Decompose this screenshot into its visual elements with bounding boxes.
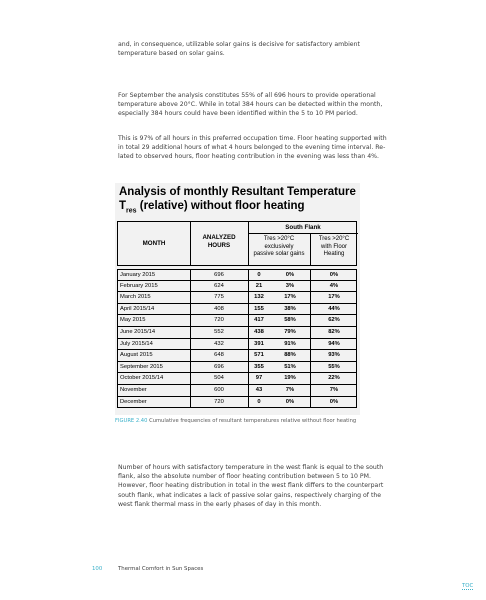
- cell-floor-heating: 82%: [328, 328, 340, 335]
- cell-month: March 2015: [120, 294, 151, 301]
- paragraph-occupation: [118, 134, 396, 162]
- text-line: temperature based on solar gains.: [118, 50, 225, 58]
- title-symbol: T: [119, 200, 127, 212]
- cell-floor-heating: 0%: [329, 272, 339, 278]
- cell-month: May 2015: [120, 317, 146, 324]
- cell-month: August 2015: [120, 352, 153, 359]
- cell-count: 155: [254, 305, 264, 312]
- toc-link[interactable]: TOC: [462, 583, 474, 589]
- text-line: temperature above 20°C. While in total 384 hours can be detected within the month,: [118, 101, 383, 109]
- cell-count: 571: [254, 352, 264, 359]
- table-row: [117, 373, 357, 385]
- text-line: However, floor heating distribution in total in the west flank differs to the counterpart: [118, 482, 384, 490]
- cell-count: 355: [254, 363, 264, 370]
- header-passive-solar: [248, 236, 310, 259]
- cell-hours: 648: [214, 352, 224, 359]
- cell-count: 132: [254, 294, 264, 301]
- cell-percent: 79%: [284, 328, 296, 335]
- cell-count: 21: [255, 282, 263, 289]
- cell-floor-heating: 7%: [329, 386, 339, 393]
- table-row: [117, 292, 357, 304]
- table-row: [117, 327, 357, 339]
- resultant-temperature-table: [115, 183, 360, 415]
- text-line: For September the analysis constitutes 55% of all 696 hours to provide operational: [118, 92, 376, 99]
- cell-hours: 720: [214, 398, 224, 405]
- cell-floor-heating: 55%: [328, 363, 340, 370]
- paragraph-intro: [118, 40, 396, 58]
- figure-caption-text: Cumulative frequencies of resultant temperatures relative without floor heating: [149, 418, 357, 424]
- text-line: Number of hours with satisfactory temperature in the west flank is equal to the south: [118, 464, 384, 471]
- paragraph-west-flank: [118, 463, 396, 509]
- cell-floor-heating: 17%: [328, 294, 340, 301]
- cell-hours: 600: [214, 386, 224, 393]
- table-title-line2: [119, 199, 356, 218]
- header-line: exclusively: [264, 243, 294, 250]
- cell-hours: 552: [214, 328, 224, 335]
- cell-percent: 17%: [284, 294, 296, 301]
- text-line: and, in consequence, utilizable solar gains is decisive for satisfactory ambient: [118, 41, 360, 48]
- cell-count: 43: [255, 386, 263, 393]
- cell-count: 438: [254, 328, 264, 335]
- cell-hours: 432: [214, 340, 224, 347]
- cell-month: November: [120, 386, 147, 393]
- table-row: [117, 304, 357, 316]
- title-subscript: res: [126, 207, 137, 215]
- cell-month: January 2015: [120, 272, 156, 278]
- cell-count: 97: [255, 375, 263, 382]
- text-line: lated to observed hours, floor heating contribution in the evening was less than 4%.: [118, 153, 379, 161]
- text-line: west flank thermal mass in the early phases of day in this month.: [118, 500, 322, 508]
- cell-floor-heating: 94%: [328, 340, 340, 347]
- cell-count: 391: [254, 340, 264, 347]
- cell-percent: 38%: [284, 305, 296, 312]
- figure-label: FIGURE 2.40: [115, 418, 148, 424]
- running-title: Thermal Comfort in Sun Spaces: [118, 566, 204, 572]
- page-number: 100: [92, 566, 103, 572]
- cell-month: June 2015/14: [120, 328, 156, 335]
- cell-hours: 504: [214, 375, 224, 382]
- text-line: in total 29 additional hours of what 4 hours belonged to the evening time interval. Re-: [118, 144, 386, 152]
- header-line: Heating: [323, 251, 345, 258]
- table-row: [117, 385, 357, 397]
- table-title-line1: Analysis of monthly Resultant Temperature: [119, 186, 356, 198]
- cell-month: July 2015/14: [120, 340, 153, 347]
- table-row: [117, 315, 357, 327]
- cell-hours: 720: [214, 317, 224, 324]
- cell-percent: 7%: [285, 386, 295, 393]
- table-row: [117, 281, 357, 293]
- cell-hours: 696: [214, 272, 224, 278]
- header-line: Tres >20°C: [318, 236, 350, 242]
- figure-caption: [115, 418, 356, 424]
- header-hours-line: HOURS: [207, 242, 231, 249]
- cell-percent: 58%: [284, 317, 296, 324]
- cell-month: October 2015/14: [120, 375, 164, 382]
- cell-floor-heating: 0%: [329, 398, 339, 405]
- header-line: Tres >20°C: [263, 236, 295, 242]
- cell-count: 0: [257, 398, 261, 405]
- header-floor-heating: [310, 236, 358, 259]
- cell-month: September 2015: [120, 363, 163, 370]
- cell-month: December: [120, 398, 147, 405]
- paragraph-september: [118, 91, 396, 119]
- cell-floor-heating: 22%: [328, 375, 340, 382]
- table-header: [117, 221, 357, 266]
- header-analyzed-line: ANALYZED: [202, 234, 236, 241]
- cell-month: February 2015: [120, 282, 158, 289]
- cell-hours: 696: [214, 363, 224, 370]
- cell-floor-heating: 44%: [328, 305, 340, 312]
- header-line: passive solar gains: [253, 251, 305, 258]
- cell-percent: 51%: [284, 363, 296, 370]
- table-body: [117, 269, 357, 408]
- cell-hours: 408: [214, 305, 224, 312]
- table-row: [117, 269, 357, 281]
- header-line: with Floor: [320, 243, 347, 250]
- cell-hours: 775: [214, 294, 224, 301]
- cell-count: 0: [257, 272, 261, 278]
- cell-hours: 624: [214, 282, 224, 289]
- cell-count: 417: [254, 317, 264, 324]
- cell-percent: 0%: [285, 398, 295, 405]
- cell-month: April 2015/14: [120, 305, 155, 312]
- cell-percent: 19%: [284, 375, 296, 382]
- cell-floor-heating: 93%: [328, 352, 340, 359]
- header-analyzed-hours: [190, 234, 248, 250]
- cell-floor-heating: 62%: [328, 317, 340, 324]
- title-rest: (relative) without floor heating: [136, 200, 305, 212]
- table-row: [117, 339, 357, 351]
- text-line: south flank, what indicates a lack of passive solar gains, respectively charging of the: [118, 491, 382, 499]
- cell-percent: 0%: [285, 272, 295, 278]
- table-row: [117, 397, 357, 409]
- header-month: MONTH: [142, 240, 166, 247]
- text-line: This is 97% of all hours in this preferred occupation time. Floor heating supported with: [118, 135, 387, 142]
- table-row: [117, 350, 357, 362]
- table-row: [117, 362, 357, 374]
- cell-percent: 91%: [284, 340, 296, 347]
- cell-floor-heating: 4%: [329, 282, 339, 289]
- header-south-flank: South Flank: [285, 224, 321, 231]
- text-line: flank, also the absolute number of floor heating contribution between 5 to 10 PM.: [118, 473, 371, 481]
- table-title: [119, 185, 356, 218]
- cell-percent: 88%: [284, 352, 296, 359]
- divider: [248, 233, 358, 234]
- text-line: especially 384 hours could have been identified within the 5 to 10 PM period.: [118, 110, 358, 118]
- cell-percent: 3%: [285, 282, 295, 289]
